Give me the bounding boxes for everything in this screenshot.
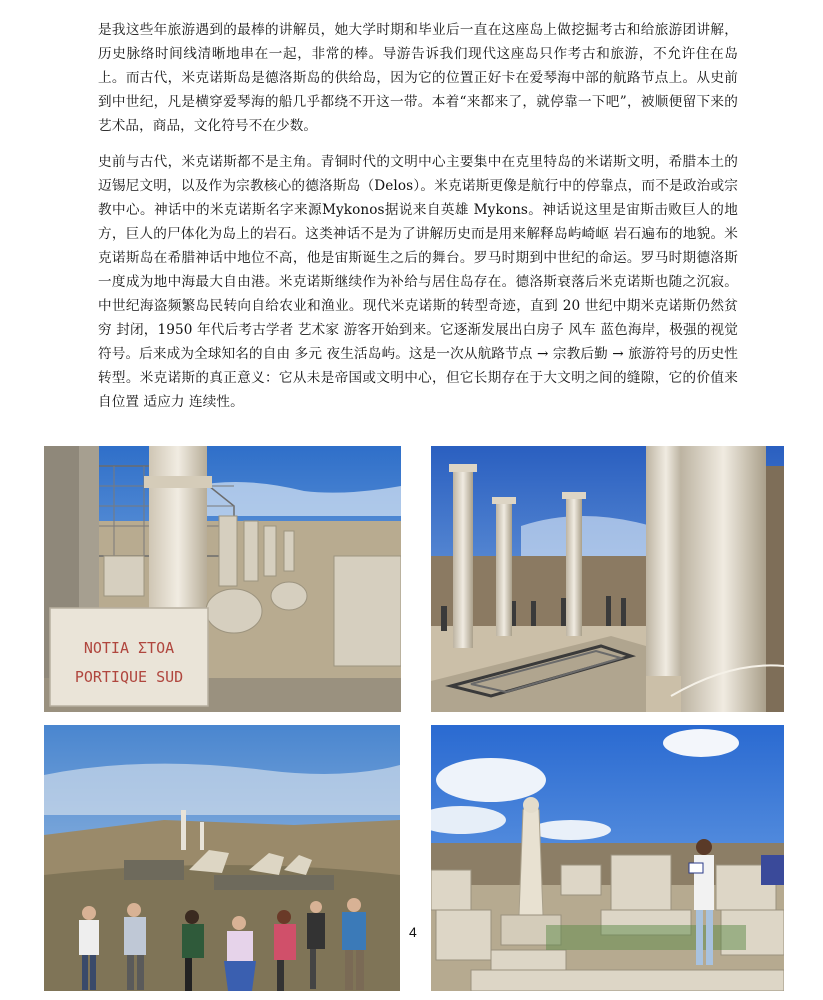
photo-columns-mosaic: [431, 446, 784, 712]
page-number: 4: [409, 924, 417, 940]
sign-line-2: PORTIQUE SUD: [74, 668, 184, 686]
sign-line-1: NOTIA ΣΤΟΑ: [83, 639, 175, 657]
photo-statue-guide: [431, 725, 784, 991]
photo-stoa-sign: [44, 446, 401, 712]
paragraph-2: 史前与古代，米克诺斯都不是主角。青铜时代的文明中心主要集中在克里特岛的米诺斯文明，希腊本土的迈锡尼文明，以及作为宗教核心的德洛斯岛（Delos）。米克诺斯更像是航行中的停靠点，而不是政治或宗教中心。神话中的米克诺斯名字来源Mykonos据说来自英雄 Mykons。神话说这里是宙斯击败巨人的地方，巨人的尸体化为岛上的岩石。这类神话不是为了讲解历史而是用来解释岛屿崎岖 岩石遍布的地貌。米克诺斯岛在希腊神话中地位不高，他是宙斯诞生之后的舞台。罗马时期到中世纪的命运。罗马时期德洛斯一度成为地中海最大自由港。米克诺斯继续作为补给与居住岛存在。德洛斯衰落后米克诺斯也随之沉寂。中世纪海盗频繁岛民转向自给农业和渔业。现代米克诺斯的转型奇迹，直到 20 世纪中期米克诺斯仍然贫穷 封闭，1950 年代后考古学者 艺术家 游客开始到来。它逐渐发展出白房子 风车 蓝色海岸，极强的视觉符号。后来成为全球知名的自由 多元 夜生活岛屿。这是一次从航路节点 → 宗教后勤 → 旅游符号的历史性转型。米克诺斯的真正意义：它从未是帝国或文明中心，但它长期存在于大文明之间的缝隙，它的价值来自位置 适应力 连续性。: [98, 154, 738, 410]
paragraph-1: 是我这些年旅游遇到的最棒的讲解员，她大学时期和毕业后一直在这座岛上做挖掘考古和给旅游团讲解，历史脉络时间线清晰地串在一起，非常的棒。导游告诉我们现代这座岛只作考古和旅游，不允许住在岛上。而古代，米克诺斯岛是德洛斯岛的供给岛，因为它的位置正好卡在爱琴海中部的航路节点上。从史前到中世纪，凡是横穿爱琴海的船几乎都绕不开这一带。本着“来都来了，就停靠一下吧”，被顺便留下来的艺术品，商品，文化符号不在少数。: [98, 22, 738, 134]
photo-lion-terrace-tourists: [44, 725, 400, 991]
